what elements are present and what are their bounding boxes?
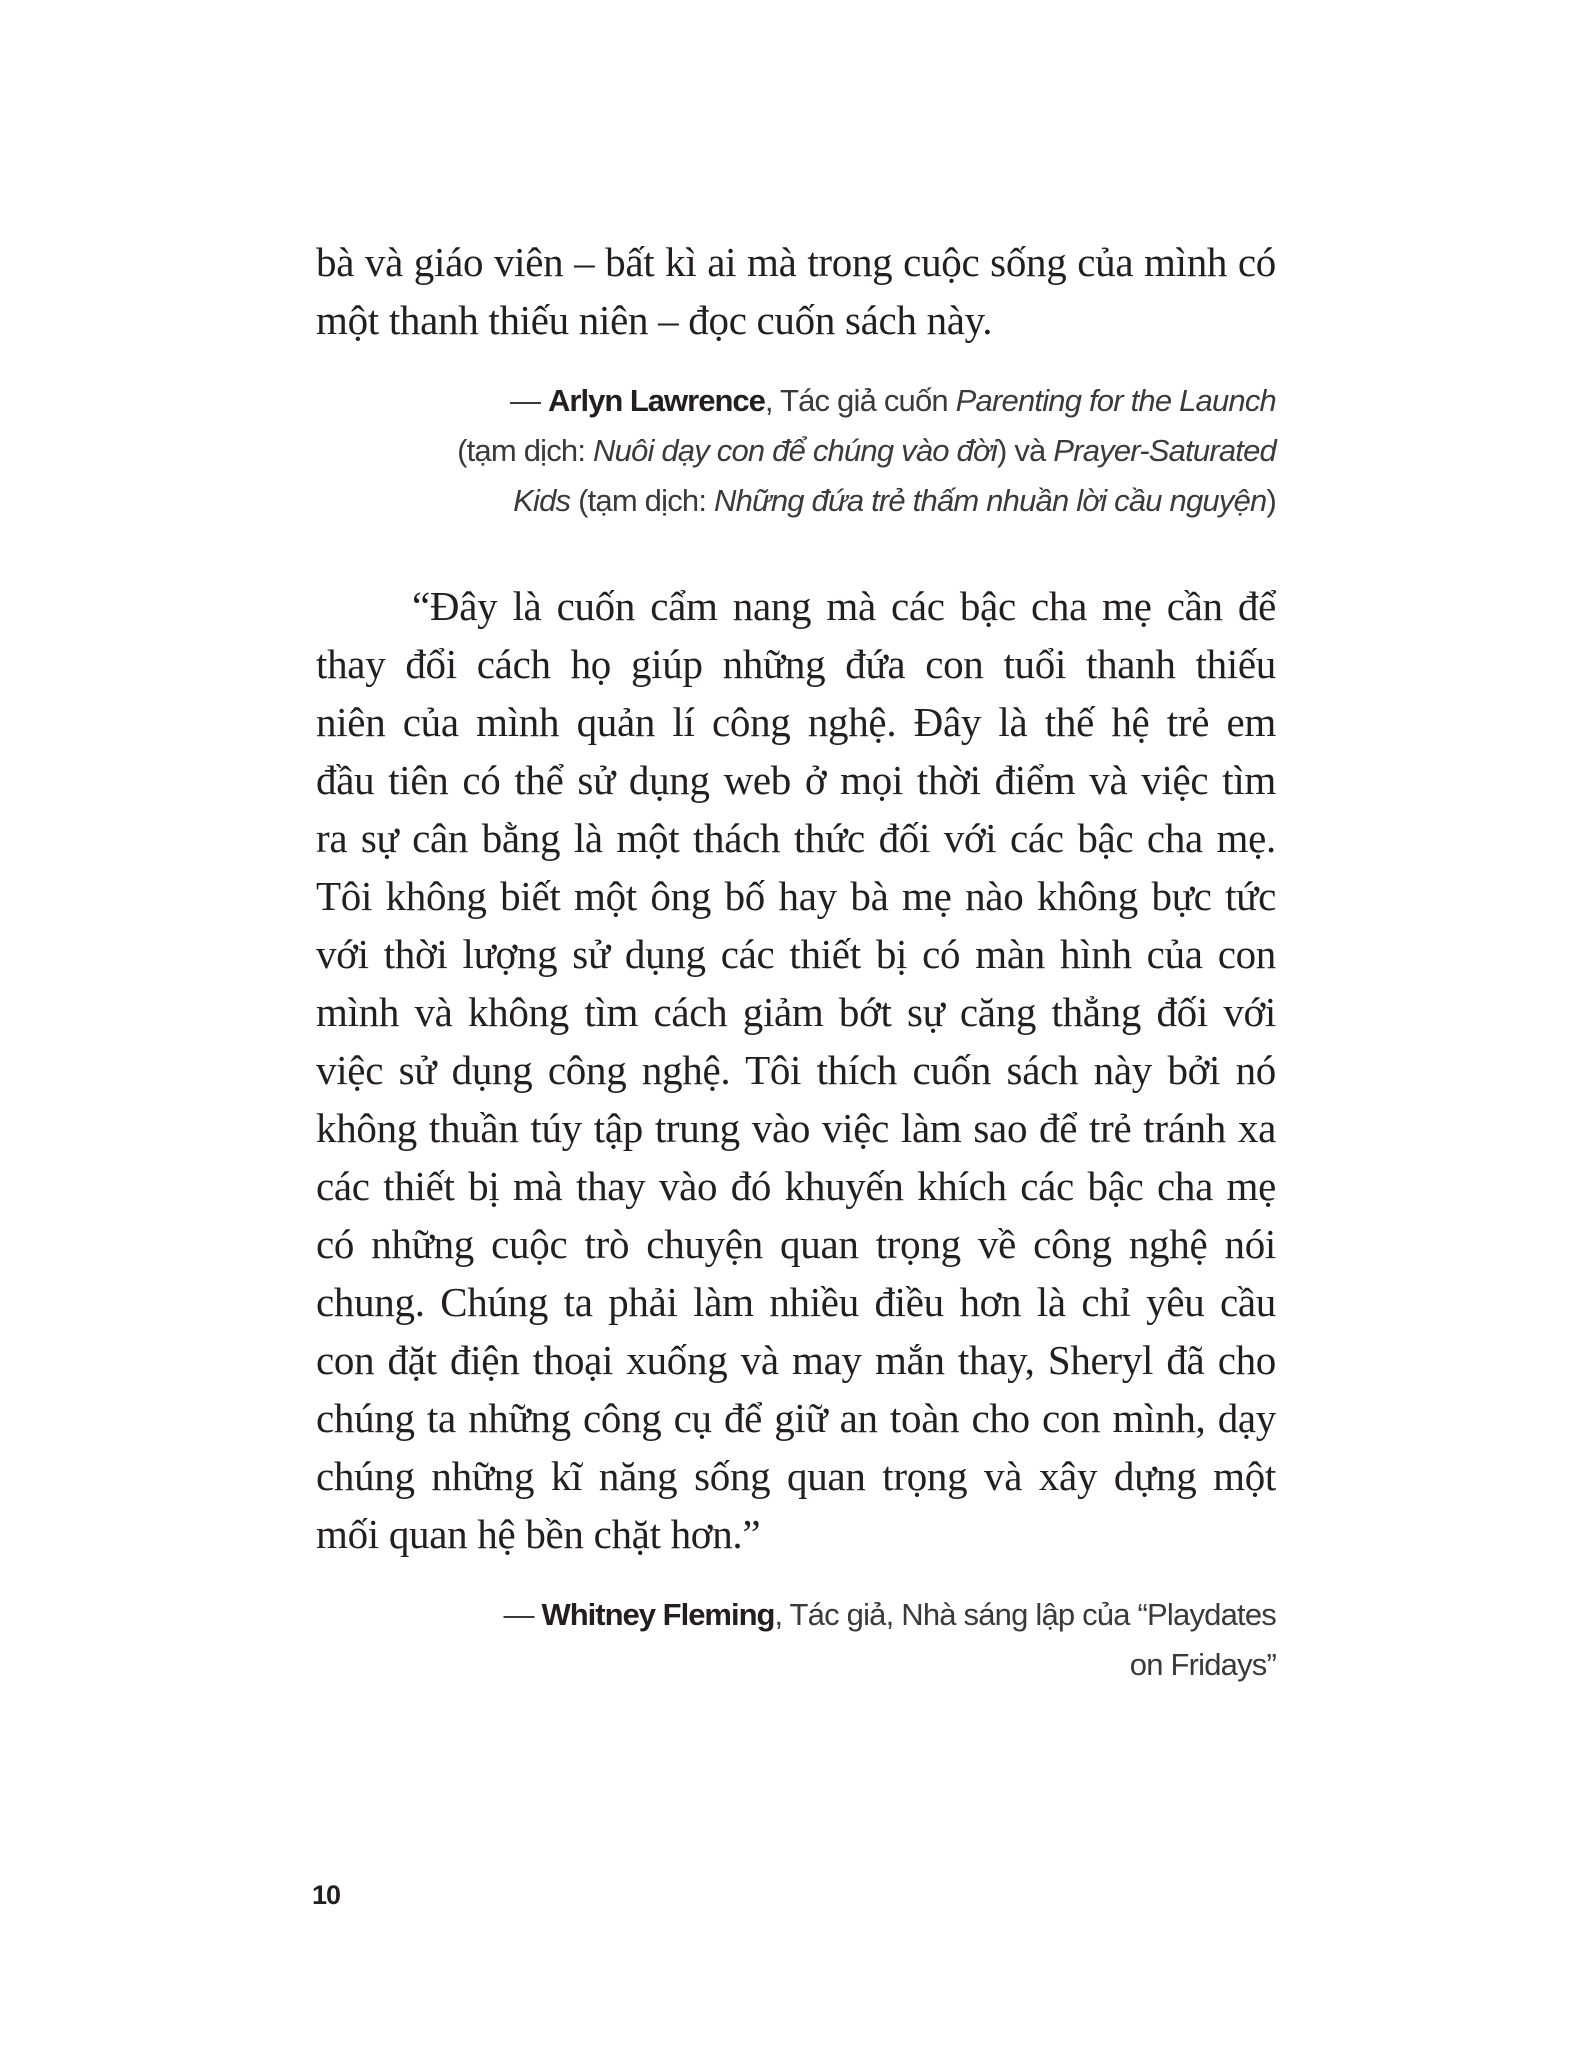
attribution-text: (tạm dịch:	[570, 483, 714, 518]
attribution-text: , Tác giả, Nhà sáng lập của “Playdates	[774, 1597, 1276, 1632]
attribution-line	[316, 376, 1276, 426]
em-dash: —	[510, 383, 549, 418]
quote-line: có những cuộc trò chuyện quan trọng về công nghệ nói	[316, 1221, 1276, 1267]
testimonial-quote	[316, 577, 1276, 1563]
attribution-line	[316, 426, 1276, 476]
attribution-line	[316, 1590, 1276, 1640]
attribution-text: (tạm dịch:	[457, 433, 593, 468]
attribution-line	[316, 476, 1276, 526]
quote-line: với thời lượng sử dụng các thiết bị có màn hình của con	[316, 931, 1276, 977]
translated-title: Nuôi dạy con để chúng vào đời	[593, 433, 997, 468]
author-name: Whitney Fleming	[541, 1597, 775, 1632]
em-dash: —	[503, 1597, 542, 1632]
quote-line: mối quan hệ bền chặt hơn.”	[316, 1511, 761, 1557]
intro-line: một thanh thiếu niên – đọc cuốn sách này.	[316, 297, 993, 343]
quote-line: niên của mình quản lí công nghệ. Đây là thế hệ trẻ em	[316, 699, 1276, 745]
quote-line: đầu tiên có thể sử dụng web ở mọi thời điểm và việc tìm	[316, 757, 1276, 803]
book-title: Parenting for the Launch	[955, 383, 1276, 418]
quote-line: chúng những kĩ năng sống quan trọng và xây dựng một	[316, 1453, 1276, 1499]
attribution-text: , Tác giả cuốn	[764, 383, 956, 418]
quote-line: việc sử dụng công nghệ. Tôi thích cuốn sách này bởi nó	[316, 1047, 1276, 1093]
attribution-whitney-fleming	[316, 1590, 1276, 1690]
translated-title: Những đứa trẻ thấm nhuần lời cầu nguyện	[713, 483, 1267, 518]
attribution-text: )	[1266, 483, 1276, 518]
book-title: Prayer-Saturated	[1053, 433, 1276, 468]
quote-line: ra sự cân bằng là một thách thức đối với các bậc cha mẹ.	[316, 815, 1276, 861]
quote-line: chung. Chúng ta phải làm nhiều điều hơn là chỉ yêu cầu	[316, 1279, 1276, 1325]
quote-line: con đặt điện thoại xuống và may mắn thay, Sheryl đã cho	[316, 1337, 1276, 1383]
author-name: Arlyn Lawrence	[548, 383, 765, 418]
intro-line: bà và giáo viên – bất kì ai mà trong cuộc sống của mình có	[316, 239, 1276, 285]
quote-line: chúng ta những công cụ để giữ an toàn cho con mình, dạy	[316, 1395, 1276, 1441]
quote-line: mình và không tìm cách giảm bớt sự căng thẳng đối với	[316, 989, 1276, 1035]
quote-line: không thuần túy tập trung vào việc làm sao để trẻ tránh xa	[316, 1105, 1276, 1151]
quote-line: Tôi không biết một ông bố hay bà mẹ nào không bực tức	[316, 873, 1276, 919]
page-number: 10	[312, 1880, 341, 1910]
quote-line: các thiết bị mà thay vào đó khuyến khích các bậc cha mẹ	[316, 1163, 1276, 1209]
attribution-line: on Fridays”	[1129, 1647, 1276, 1682]
quote-line: thay đổi cách họ giúp những đứa con tuổi thanh thiếu	[316, 641, 1276, 687]
attribution-arlyn-lawrence	[316, 376, 1276, 526]
intro-paragraph	[316, 233, 1276, 349]
quote-line: “Đây là cuốn cẩm nang mà các bậc cha mẹ cần để	[412, 583, 1276, 629]
attribution-text: ) và	[997, 433, 1054, 468]
book-title: Kids	[513, 483, 571, 518]
